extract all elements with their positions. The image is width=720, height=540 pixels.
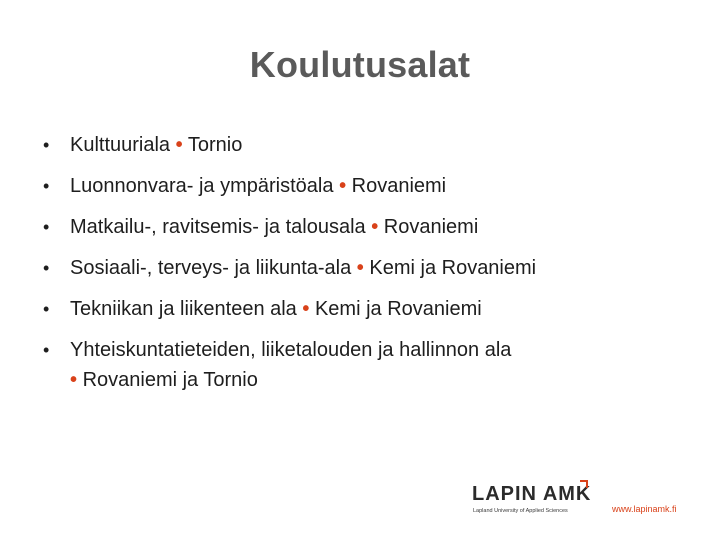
separator-dot: •	[356, 257, 364, 279]
list-item	[40, 130, 680, 160]
list-item	[40, 335, 680, 395]
list-item	[40, 171, 680, 201]
separator-dot: •	[371, 216, 379, 238]
field-location: Rovaniemi	[351, 175, 447, 197]
separator-dot: •	[339, 175, 347, 197]
website-link[interactable]: www.lapinamk.fi	[612, 504, 677, 514]
bullet-icon: •	[43, 299, 50, 319]
logo-subtitle: Lapland University of Applied Sciences	[473, 508, 568, 514]
separator-dot: •	[175, 134, 183, 156]
field-location: Kemi ja Rovaniemi	[369, 257, 537, 279]
slide-title: Koulutusalat	[249, 44, 471, 85]
field-location: Rovaniemi ja Tornio	[82, 369, 258, 391]
field-name: Matkailu-, ravitsemis- ja talousala	[70, 216, 366, 238]
bullet-icon: •	[43, 217, 50, 237]
bullet-icon: •	[43, 340, 50, 360]
bullet-icon: •	[43, 176, 50, 196]
logo-bracket-icon	[580, 480, 588, 488]
bullet-icon: •	[43, 135, 50, 155]
field-location: Kemi ja Rovaniemi	[314, 298, 482, 320]
field-name: Kulttuuriala	[70, 134, 171, 156]
separator-dot: •	[302, 298, 310, 320]
field-name: Sosiaali-, terveys- ja liikunta-ala	[70, 257, 352, 279]
list-item	[40, 253, 680, 283]
bullet-icon: •	[43, 258, 50, 278]
field-name: Luonnonvara- ja ympäristöala	[70, 175, 334, 197]
list-item	[40, 294, 680, 324]
list-item	[40, 212, 680, 242]
lapin-amk-logo	[472, 483, 592, 517]
field-name: Yhteiskuntatieteiden, liiketalouden ja hallinnon ala	[70, 339, 512, 361]
logo-wordmark: LAPIN AMK	[472, 483, 592, 505]
field-location: Tornio	[187, 134, 243, 156]
education-fields-list	[40, 130, 680, 406]
field-location: Rovaniemi	[383, 216, 479, 238]
field-name: Tekniikan ja liikenteen ala	[70, 298, 297, 320]
separator-dot: •	[70, 369, 78, 391]
